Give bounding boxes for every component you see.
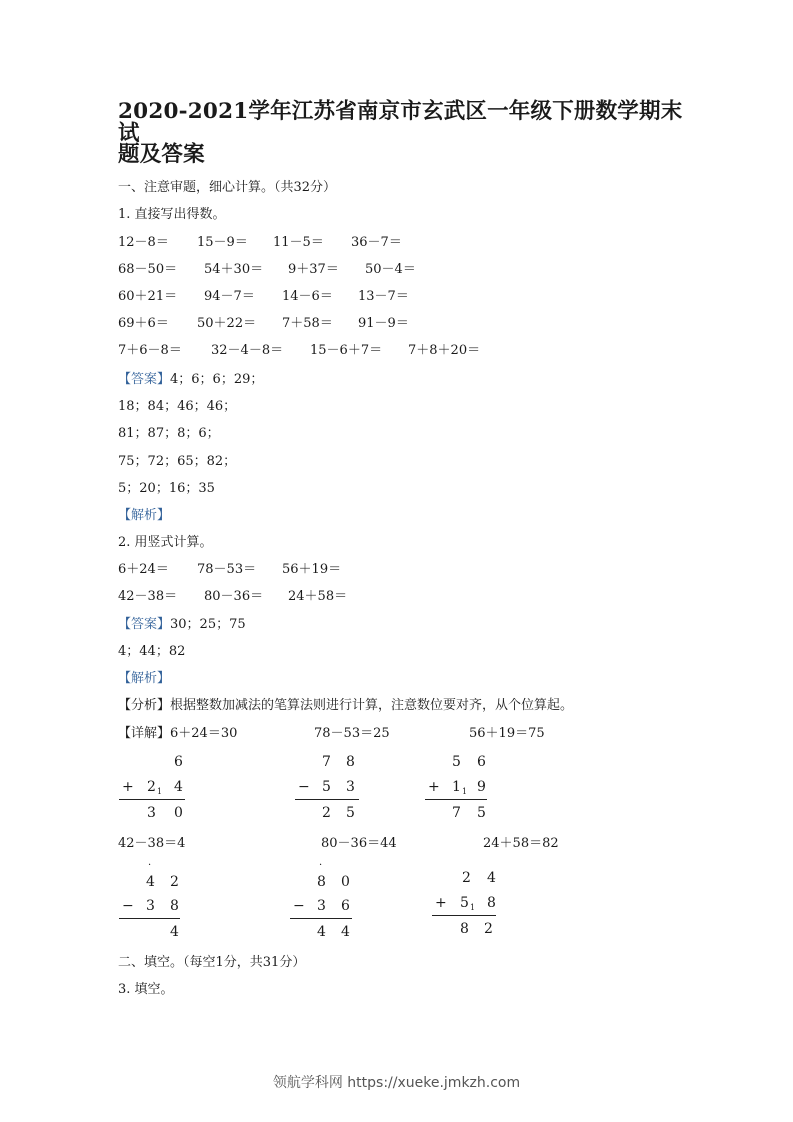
- digit: 9: [477, 779, 486, 795]
- q2-answer-line: 4；44；82: [118, 644, 186, 659]
- operator: −: [298, 779, 310, 795]
- q1-answer-line: 18；84；46；46；: [118, 399, 237, 414]
- digit: 2: [462, 870, 471, 886]
- equation: 42－38＝4: [118, 836, 186, 851]
- xiangjie-line: [118, 727, 237, 740]
- q3-heading: 3. 填空。: [118, 982, 174, 997]
- digit: 8: [317, 874, 326, 890]
- equation: 24＋58＝82: [483, 836, 559, 851]
- digit: 4: [341, 924, 350, 940]
- q2-answer-line: [118, 618, 246, 631]
- digit: 7: [322, 754, 331, 770]
- answer-text: 4；6；6；29；: [170, 372, 264, 387]
- digit: 5: [452, 754, 461, 770]
- q1-item: 7＋8＋20＝: [408, 343, 481, 358]
- q1-answer-line: [118, 373, 263, 386]
- digit: 4: [317, 924, 326, 940]
- digit: 4: [487, 870, 496, 886]
- borrow-dot: ·: [148, 860, 152, 871]
- analysis-tag: 【解析】: [118, 671, 171, 686]
- operator: +: [122, 779, 134, 795]
- q1-item: 12－8＝: [118, 235, 169, 250]
- digit: 5: [322, 779, 331, 795]
- answer-tag: 【答案】: [118, 617, 171, 632]
- borrow-dot: ·: [319, 860, 323, 871]
- equation: 80－36＝44: [321, 836, 397, 851]
- digit: 4: [170, 924, 179, 940]
- operator: +: [435, 895, 447, 911]
- fenxi-text: 根据整数加减法的笔算法则进行计算，注意数位要对齐，从个位算起。: [170, 698, 574, 713]
- q1-item: 14－6＝: [282, 289, 333, 304]
- q1-item: 94－7＝: [204, 289, 255, 304]
- digit: 6: [341, 898, 350, 914]
- digit: 4: [146, 874, 155, 890]
- operator: +: [428, 779, 440, 795]
- digit: 8: [346, 754, 355, 770]
- q1-item: 54＋30＝: [204, 262, 264, 277]
- fenxi-label: 【分析】: [118, 698, 171, 713]
- digit: 7: [452, 805, 461, 821]
- q1-answer-line: 5；20；16；35: [118, 481, 215, 496]
- q1-item: 69＋6＝: [118, 316, 169, 331]
- q1-item: 50－4＝: [365, 262, 416, 277]
- digit: 6: [477, 754, 486, 770]
- q1-item: 15－9＝: [197, 235, 248, 250]
- digit: 2: [147, 779, 156, 795]
- fenxi-line: [118, 699, 573, 712]
- digit: 2: [170, 874, 179, 890]
- carry-mark: 1: [157, 787, 163, 796]
- q1-item: 32－4－8＝: [211, 343, 284, 358]
- q2-item: 42－38＝: [118, 589, 178, 604]
- q1-item: 7＋6－8＝: [118, 343, 182, 358]
- result-line: [119, 799, 185, 800]
- q2-item: 80－36＝: [204, 589, 264, 604]
- q2-item: 6＋24＝: [118, 562, 169, 577]
- equation: 6＋24＝30: [170, 726, 238, 741]
- digit: 8: [170, 898, 179, 914]
- analysis-tag: 【解析】: [118, 508, 171, 523]
- result-line: [119, 918, 180, 919]
- q1-answer-line: 75；72；65；82；: [118, 454, 237, 469]
- q1-item: 11－5＝: [273, 235, 324, 250]
- result-line: [290, 918, 352, 919]
- document-title-line2: 题及答案: [118, 142, 205, 167]
- q1-answer-line: 81；87；8；6；: [118, 426, 220, 441]
- digit: 4: [174, 779, 183, 795]
- answer-text: 30；25；75: [170, 617, 246, 632]
- digit: 5: [477, 805, 486, 821]
- digit: 3: [317, 898, 326, 914]
- q1-item: 60＋21＝: [118, 289, 178, 304]
- q1-item: 9＋37＝: [288, 262, 339, 277]
- digit: 0: [174, 805, 183, 821]
- digit: 5: [460, 895, 469, 911]
- operator: −: [293, 898, 305, 914]
- carry-mark: 1: [470, 903, 476, 912]
- result-line: [432, 915, 496, 916]
- section1-heading: 一、注意审题，细心计算。（共32分）: [118, 180, 337, 195]
- digit: 5: [346, 805, 355, 821]
- digit: 0: [341, 874, 350, 890]
- q1-item: 15－6＋7＝: [310, 343, 383, 358]
- equation: 78－53＝25: [314, 726, 390, 741]
- result-line: [425, 799, 487, 800]
- q2-item: 24＋58＝: [288, 589, 348, 604]
- digit: 1: [452, 779, 461, 795]
- digit: 3: [346, 779, 355, 795]
- q1-item: 68－50＝: [118, 262, 178, 277]
- equation: 56＋19＝75: [469, 726, 545, 741]
- document-title-line1: 2020-2021学年江苏省南京市玄武区一年级下册数学期末试: [118, 99, 683, 146]
- q2-item: 56＋19＝: [282, 562, 342, 577]
- footer-watermark: 领航学科网 https://xueke.jmkzh.com: [272, 1075, 521, 1091]
- q1-item: 36－7＝: [351, 235, 402, 250]
- digit: 6: [174, 754, 183, 770]
- q1-item: 91－9＝: [358, 316, 409, 331]
- answer-tag: 【答案】: [118, 372, 171, 387]
- q1-item: 13－7＝: [358, 289, 409, 304]
- result-line: [295, 799, 359, 800]
- digit: 2: [484, 921, 493, 937]
- operator: −: [122, 898, 134, 914]
- q2-item: 78－53＝: [197, 562, 257, 577]
- q1-heading: 1. 直接写出得数。: [118, 207, 226, 222]
- digit: 8: [460, 921, 469, 937]
- digit: 3: [147, 805, 156, 821]
- q1-item: 7＋58＝: [282, 316, 333, 331]
- xiangjie-label: 【详解】: [118, 726, 171, 741]
- q2-heading: 2. 用竖式计算。: [118, 535, 213, 550]
- q1-item: 50＋22＝: [197, 316, 257, 331]
- digit: 8: [487, 895, 496, 911]
- section2-heading: 二、填空。（每空1分，共31分）: [118, 955, 306, 970]
- digit: 3: [146, 898, 155, 914]
- carry-mark: 1: [462, 787, 468, 796]
- digit: 2: [322, 805, 331, 821]
